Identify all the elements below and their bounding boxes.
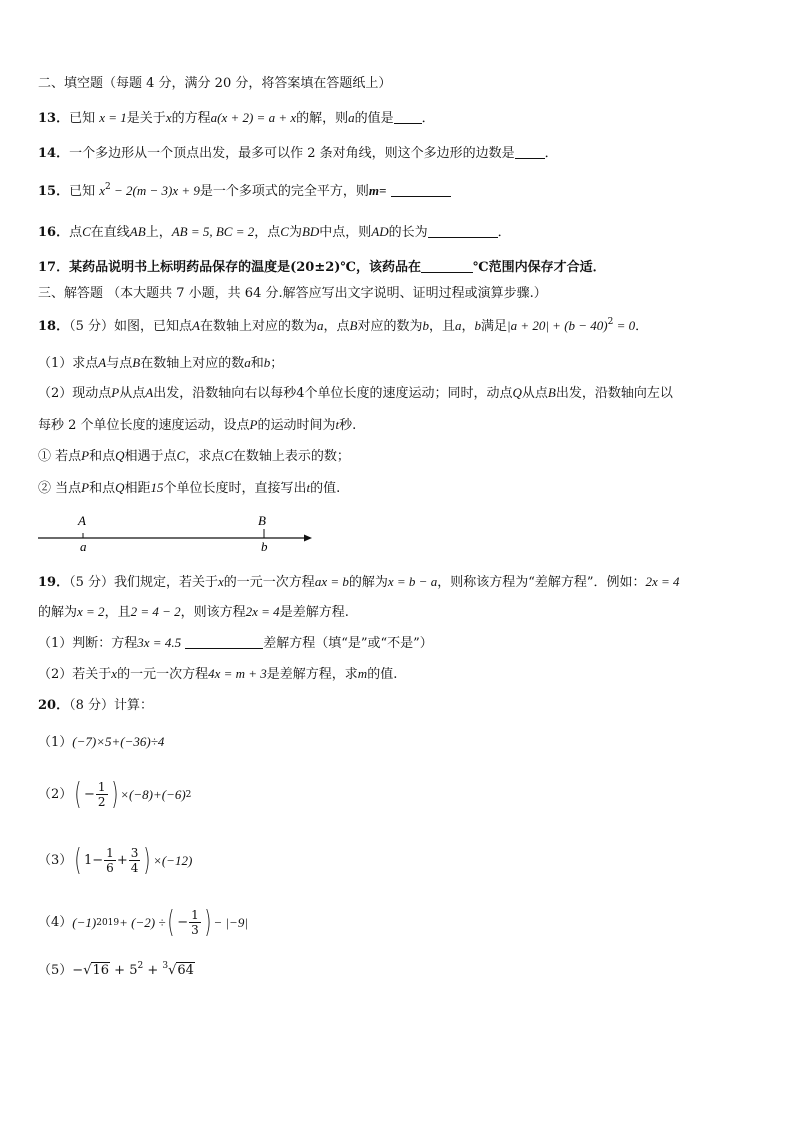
fraction: $\frac{1}{6}$ <box>106 846 114 875</box>
fraction: $\frac{1}{3}$ <box>191 908 199 937</box>
question-18-part-2-cont: 每秒 2 个单位长度的速度运动，设点P的运动时间为t秒. <box>38 417 357 433</box>
question-20-item-3: （3） ( 1− $\frac{1}{6}$ + $\frac{3}{4}$ ) ×(−12) <box>38 842 193 878</box>
question-13: 13．已知 x = 1是关于x的方程a(x + 2) = a + x的解，则a的值是 ． <box>38 110 435 126</box>
question-16: 16．点C在直线AB上，AB = 5, BC = 2，点C为BD中点，则AD的长为 ． <box>38 224 511 240</box>
fraction: $\frac{3}{4}$ <box>130 846 139 875</box>
number-line-arrow <box>304 535 312 542</box>
question-14: 14．一个多边形从一个顶点出发，最多可以作 2 条对角线，则这个多边形的边数是 ． <box>38 146 558 161</box>
question-20-item-1: （1）(−7)×5+(−36)÷4 <box>38 734 165 750</box>
label-A: A <box>78 513 86 528</box>
fraction: $\frac{1}{2}$ <box>97 780 106 809</box>
question-18: 18．（5 分）如图，已知点A在数轴上对应的数为a，点B对应的数为b，且a，b满足$|a + 20| + (b - 40)^2 = 0$． <box>38 317 649 334</box>
section-2-header: 二、填空题（每题 4 分，满分 20 分，将答案填在答题纸上） <box>38 76 392 91</box>
answer-blank[interactable] <box>391 196 451 197</box>
label-a: a <box>80 539 87 554</box>
question-19: 19．（5 分）我们规定，若关于x的一元一次方程ax = b的解为x = b − a，则称该方程为“差解方程”．例如：2x = 4 <box>38 574 680 590</box>
answer-blank[interactable] <box>185 648 263 649</box>
label-b: b <box>261 539 268 554</box>
answer-blank[interactable] <box>428 237 498 238</box>
question-17: 17．某药品说明书上标明药品保存的温度是(20±2)℃，该药品在 ℃范围内保存才合适． <box>38 260 606 275</box>
question-18-case-1: ① 若点P和点Q相遇于点C，求点C在数轴上表示的数； <box>38 448 350 464</box>
question-20-item-5: $(5)-√16 + 5^2 + ^3√64$ <box>38 961 194 978</box>
question-18-case-2: ② 当点P和点Q相距15个单位长度时，直接写出t的值. <box>38 480 341 496</box>
question-20: 20．（8 分）计算： <box>38 698 154 713</box>
question-18-part-2: （2）现动点P从点A出发，沿数轴向右以每秒4个单位长度的速度运动；同时，动点Q从点B出发，沿数轴向左以 <box>38 385 673 401</box>
label-B: B <box>258 513 266 528</box>
section-3-header: 三、解答题 （本大题共 7 小题，共 64 分.解答应写出文字说明、证明过程或演算步骤.） <box>38 286 547 301</box>
answer-blank[interactable] <box>394 123 422 124</box>
question-20-item-2: （2） ( − $\frac{1}{2}$ ) ×(−8)+(−6) 2 <box>38 776 192 812</box>
question-19-cont: 的解为x = 2，且2 = 4 − 2，则该方程2x = 4是差解方程. <box>38 604 349 620</box>
answer-blank[interactable] <box>515 158 545 159</box>
question-19-part-2: （2）若关于x的一元一次方程4x = m + 3是差解方程，求m的值. <box>38 666 398 682</box>
number-line-figure <box>36 508 326 554</box>
question-20-item-4: （4） (−1) 2019 + (−2) ÷ ( − $\frac{1}{3}$ ) − |−9| <box>38 904 248 940</box>
answer-blank[interactable] <box>421 272 473 273</box>
question-18-part-1: （1）求点A与点B在数轴上对应的数a和b； <box>38 355 284 371</box>
question-19-part-1: （1）判断：方程3x = 4.5 差解方程（填“是”或“不是”） <box>38 635 433 651</box>
question-15: 15．已知 $x^2 - 2(m - 3)x + 9$是一个多项式的完全平方，则m= <box>38 182 764 201</box>
